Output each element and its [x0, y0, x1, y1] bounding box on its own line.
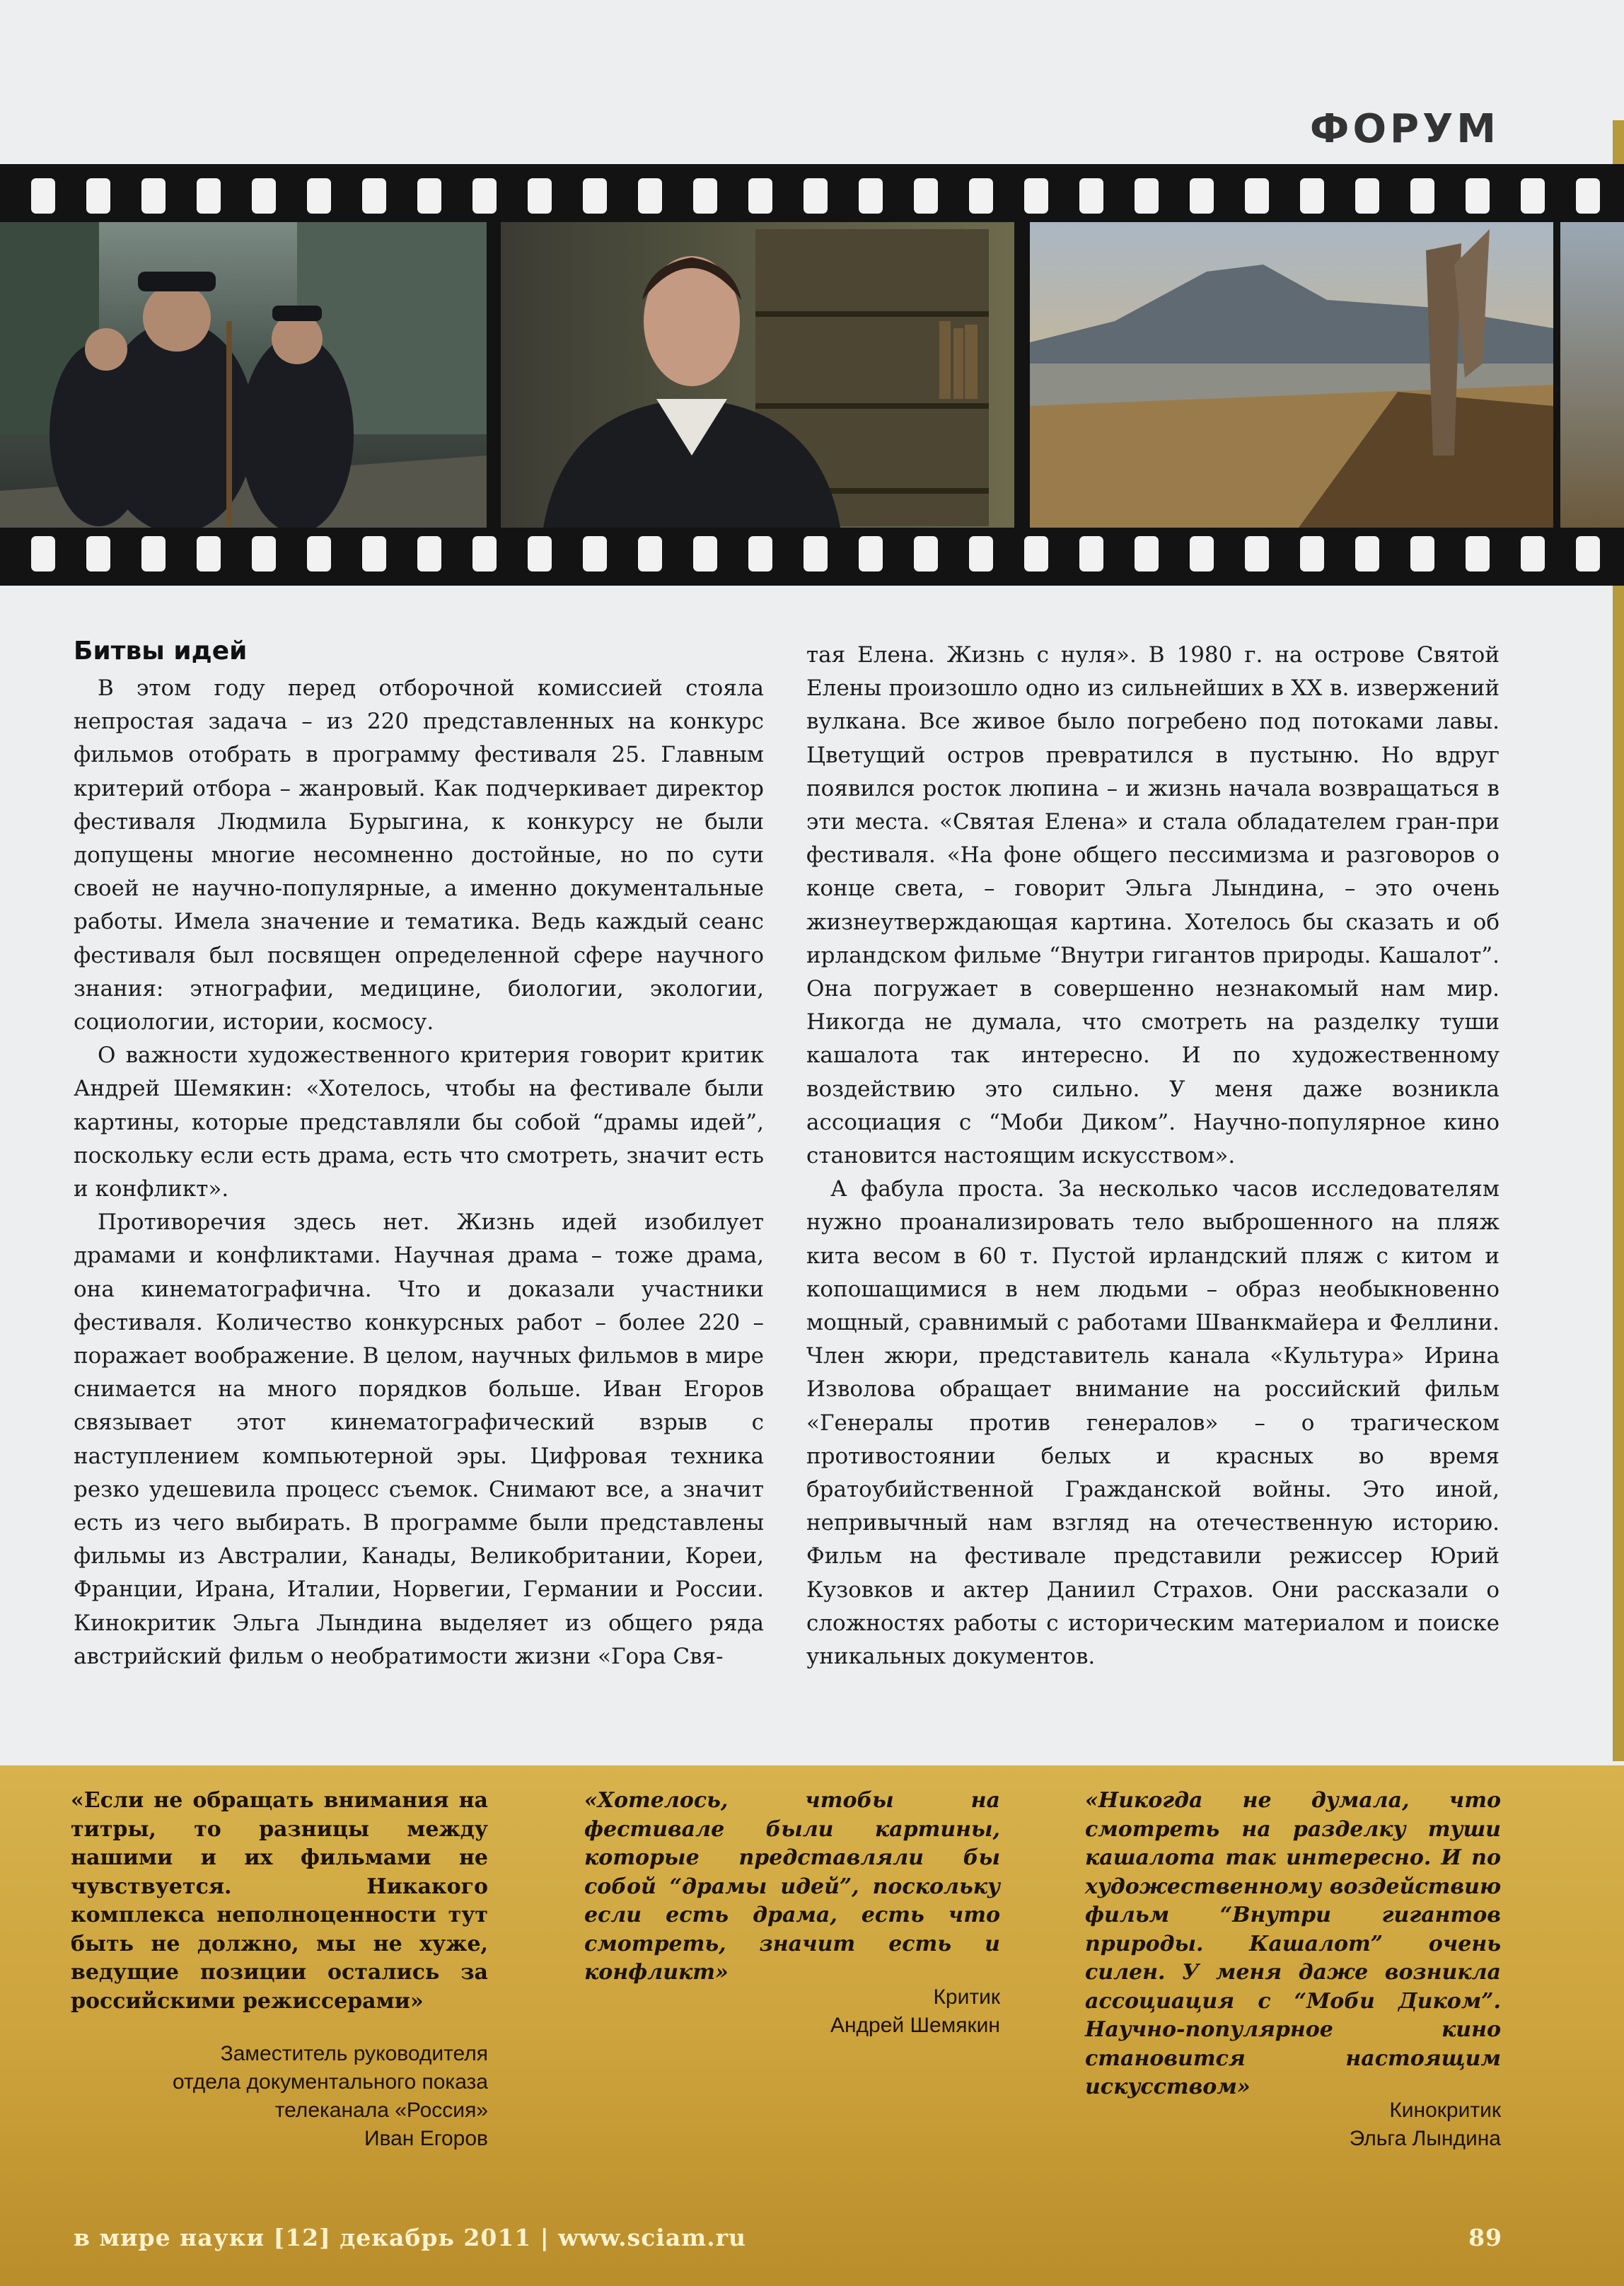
film-sprocket-hole — [307, 536, 331, 572]
article-title: Битвы идей — [74, 637, 248, 666]
film-sprocket-hole — [1024, 178, 1048, 214]
film-sprocket-hole — [86, 536, 110, 572]
article-paragraph: А фабула проста. За несколько часов исследователям нужно проанализировать тело выброшенного на пляж кита весом в 60 т. Пустой ирландский пляж с китом и копошащимися в нем людьми – образ необыкновенно мощный, сравнимый с работами Шванкмайера и Феллини. Член жюри, представитель канала «Культура» Ирина Изволова обращает внимание на российский фильм «Генералы против генералов» – о трагическом противостоянии белых и красных во время братоубийственной Гражданской войны. Это иной, непривычный нам взгляд на отечественную историю. Фильм на фестивале представили режиссер Юрий Кузовков и актер Даниил Страхов. Они рассказали о сложностях работы с историческим материалом и поиске уникальных документов. — [806, 1176, 1500, 1670]
film-sprocket-hole — [748, 536, 772, 572]
film-sprocket-hole — [1245, 536, 1269, 572]
film-sprocket-hole — [693, 536, 717, 572]
film-sprocket-hole — [693, 178, 717, 214]
film-sprocket-hole — [804, 536, 828, 572]
film-sprocket-hole — [1410, 536, 1434, 572]
quote-lyndina: «Никогда не думала, что смотреть на разделку туши кашалота так интересно. И по художественному воздействию фильм “Внутри гигантов природы. Кашалот” очень силен. У меня даже возникла ассоциация с “Моби Диком”. Научно-популярное кино становится настоящим искусством» — [1085, 1788, 1501, 2099]
film-sprocket-hole — [1410, 178, 1434, 214]
quote-attribution-egorov — [71, 2040, 488, 2153]
film-sprocket-hole — [141, 178, 166, 214]
film-sprocket-hole — [638, 536, 662, 572]
quotes-band — [0, 1765, 1624, 2286]
photo-sailors-frame — [0, 222, 487, 528]
attribution-name: Эльга Лындина — [1349, 2127, 1501, 2150]
film-sprocket-hole — [914, 178, 938, 214]
film-sprocket-hole — [1024, 536, 1048, 572]
film-sprocket-hole — [1355, 536, 1379, 572]
film-sprocket-hole — [1576, 178, 1600, 214]
attribution-line: отдела документального показа — [173, 2070, 488, 2094]
film-sprocket-hole — [528, 178, 552, 214]
film-sprocket-hole — [362, 178, 386, 214]
photo-actor-portrait-frame — [501, 222, 1014, 528]
article-paragraph: О важности художественного критерия говорит критик Андрей Шемякин: «Хотелось, чтобы на фестивале были картины, которые представляли бы собой “драмы идей”, поскольку если есть драма, есть что смотреть, значит есть и конфликт». — [74, 1043, 764, 1202]
film-sprocket-hole — [472, 536, 497, 572]
film-sprocket-hole — [969, 178, 993, 214]
attribution-name: Иван Егоров — [364, 2127, 488, 2150]
film-sprocket-hole — [362, 536, 386, 572]
film-sprocket-hole — [197, 178, 221, 214]
film-sprocket-hole — [417, 536, 441, 572]
footer-magazine-info: в мире науки [12] декабрь 2011 | www.sciam.ru — [74, 2224, 746, 2251]
quote-attribution-lyndina — [1085, 2096, 1501, 2153]
film-sprocket-hole — [748, 178, 772, 214]
film-sprocket-hole — [1190, 536, 1214, 572]
film-sprocket-hole — [1245, 178, 1269, 214]
film-sprocket-hole — [583, 178, 607, 214]
film-sprocket-hole — [1079, 536, 1103, 572]
film-sprocket-hole — [141, 536, 166, 572]
quote-shemyakin: «Хотелось, чтобы на фестивале были картины, которые представляли бы собой “драмы идей”, поскольку если есть драма, есть что смотреть, значит есть и конфликт» — [584, 1788, 1000, 1985]
attribution-line: Критик — [933, 1985, 1000, 2009]
film-sprocket-hole — [1300, 536, 1324, 572]
volcano-island-landscape-icon — [1030, 222, 1553, 528]
film-sprocket-hole — [1135, 178, 1159, 214]
attribution-line: Заместитель руководителя — [220, 2042, 488, 2065]
film-sprocket-hole — [1355, 178, 1379, 214]
film-sprocket-hole — [86, 178, 110, 214]
article-column-right — [806, 639, 1500, 1673]
article-paragraph: В этом году перед отборочной комиссией стояла непростая задача – из 220 представленных на конкурс фильмов отобрать в программу фестиваля 25. Главным критерий отбора – жанровый. Как подчеркивает директор фестиваля Людмила Бурыгина, к конкурсу не были допущены многие несомненно достойные, но по сути своей не научно-популярные, а именно документальные работы. Имела значение и тематика. Ведь каждый сеанс фестиваля был посвящен определенной сфере научного знания: этнографии, медицине, биологии, экологии, социологии, истории, космосу. — [74, 675, 764, 1035]
film-sprocket-hole — [804, 178, 828, 214]
film-sprocket-hole — [307, 178, 331, 214]
film-sprocket-hole — [859, 178, 883, 214]
film-sprocket-hole — [1521, 536, 1545, 572]
film-sprocket-hole — [1466, 536, 1490, 572]
quote-attribution-shemyakin — [584, 1983, 1000, 2040]
film-sprocket-hole — [472, 178, 497, 214]
film-sprocket-holes-top — [0, 178, 1624, 214]
page-number: 89 — [1468, 2224, 1502, 2251]
film-sprocket-hole — [1135, 536, 1159, 572]
portrait-man-in-suit-icon — [501, 222, 1014, 528]
film-sprocket-hole — [197, 536, 221, 572]
film-sprocket-hole — [252, 178, 276, 214]
film-sprocket-hole — [528, 536, 552, 572]
film-sprocket-hole — [1576, 536, 1600, 572]
film-sprocket-hole — [583, 536, 607, 572]
quote-egorov: «Если не обращать внимания на титры, то разницы между нашими и их фильмами не чувствуется. Никакого комплекса неполноценности тут быть не должно, мы не хуже, ведущие позиции остались за российскими режиссерами» — [71, 1788, 488, 2014]
article-paragraph: Противоречия здесь нет. Жизнь идей изобилует драмами и конфликтами. Научная драма – тоже драма, она кинематографична. Что и доказали участники фестиваля. Количество конкурсных работ – более 220 – поражает воображение. В целом, научных фильмов в мире снимается на много порядков больше. Иван Егоров связывает этот кинематографический взрыв с наступлением компьютерной эры. Цифровая техника резко удешевила процесс съемок. Снимают все, а значит есть из чего выбирать. В программе были представлены фильмы из Австралии, Канады, Великобритании, Кореи, Франции, Ирана, Италии, Норвегии, Германии и России. Кинокритик Эльга Лындина выделяет из общего ряда австрийский фильм о необратимости жизни «Гора Свя- — [74, 1209, 764, 1669]
article-column-left — [74, 672, 764, 1673]
film-sprocket-hole — [417, 178, 441, 214]
film-still-sailors-icon — [0, 222, 487, 528]
film-sprocket-hole — [969, 536, 993, 572]
attribution-line: Кинокритик — [1389, 2099, 1501, 2122]
article-paragraph: тая Елена. Жизнь с нуля». В 1980 г. на острове Святой Елены произошло одно из сильнейших в XX в. извержений вулкана. Все живое было погребено под потоками лавы. Цветущий остров превратился в пустыню. Но вдруг появился росток люпина – и жизнь начала возвращаться в эти места. «Святая Елена» и стала обладателем гран-при фестиваля. «На фоне общего пессимизма и разговоров о конце света, – говорит Эльга Лындина, – это очень жизнеутверждающая картина. Хотелось бы сказать и об ирландском фильме “Внутри гигантов природы. Кашалот”. Она погружает в совершенно незнакомый нам мир. Никогда не думала, что смотреть на разделку туши кашалота так интересно. И по художественному воздействию это сильно. У меня даже возникла ассоциация с “Моби Диком”. Научно-популярное кино становится настоящим искусством». — [806, 642, 1500, 1169]
film-sprocket-hole — [252, 536, 276, 572]
film-sprocket-hole — [1079, 178, 1103, 214]
film-sprocket-hole — [914, 536, 938, 572]
film-sprocket-hole — [31, 536, 55, 572]
photo-partial-frame — [1560, 222, 1624, 528]
film-sprocket-hole — [1521, 178, 1545, 214]
attribution-name: Андрей Шемякин — [830, 2014, 1000, 2037]
attribution-line: телеканала «Россия» — [274, 2099, 488, 2122]
film-sprocket-hole — [1190, 178, 1214, 214]
film-sprocket-hole — [31, 178, 55, 214]
film-sprocket-holes-bottom — [0, 536, 1624, 572]
film-sprocket-hole — [1466, 178, 1490, 214]
photo-volcano-landscape-frame — [1030, 222, 1553, 528]
film-sprocket-hole — [1300, 178, 1324, 214]
film-sprocket-hole — [638, 178, 662, 214]
section-title: ФОРУМ — [1309, 106, 1500, 152]
film-strip-photos — [0, 164, 1624, 586]
film-sprocket-hole — [859, 536, 883, 572]
